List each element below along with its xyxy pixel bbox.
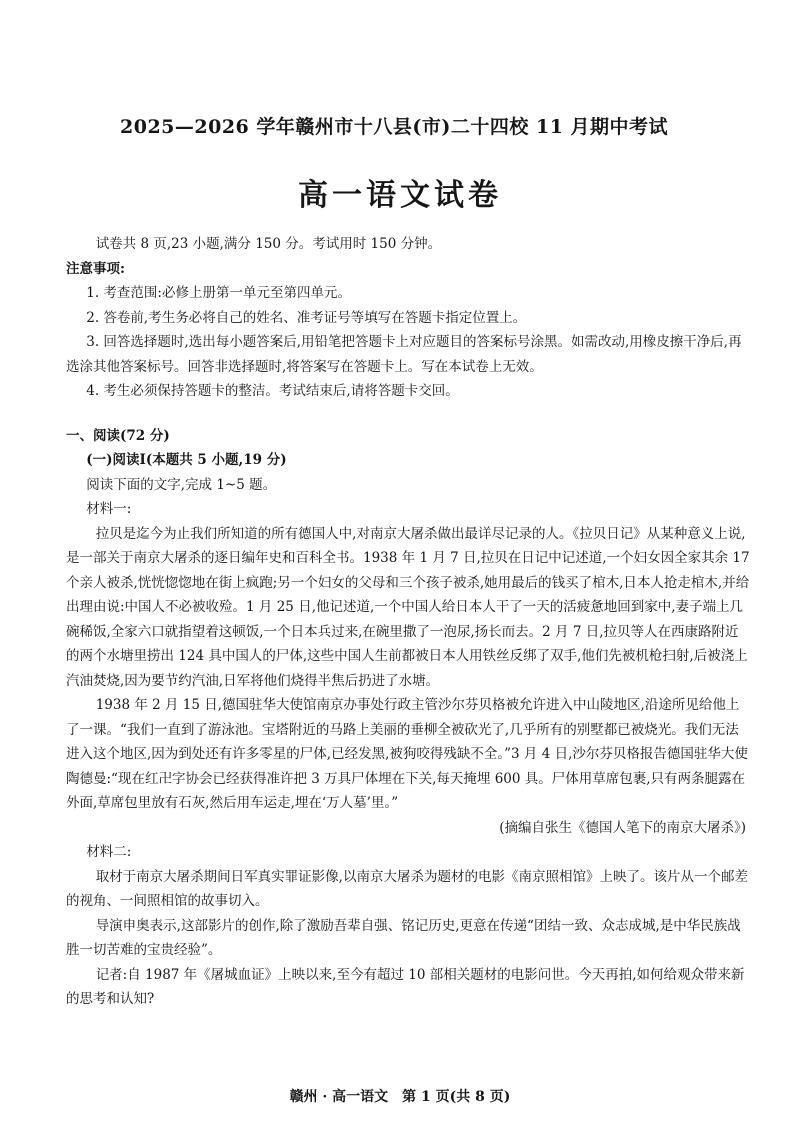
material-label: 材料一: [86, 501, 132, 517]
part-title: (一)阅读Ⅰ(本题共 5 小题,19 分) [86, 452, 287, 468]
notice-item: 4. 考生必须保持答题卡的整洁。考试结束后,请将答题卡交回。 [86, 383, 459, 399]
material-paragraph: 1938 年 2 月 15 日,德国驻华大使馆南京办事处行政主管沙尔芬贝格被允许进入中山陵地区,沿途所见给他上了一课。“我们一直到了游泳池。宝塔附近的马路上美丽的垂柳全被砍光了,几乎所有的别墅都已被烧光。我们无法进入这个地区,因为到处还有许多零星的尸体,已经发黑,被狗咬得残缺不全。”3 月 4 日,沙尔芬贝格报告德国驻华大使陶德曼:“现在红卍字协会已经获得准许把 3 万具尸体埋在下关,每天掩埋 600 具。尸体用草席包裹,只有两条腿露在外面,草席包里放有石灰,然后用车运走,埋在‘万人墓’里。” [66, 697, 748, 811]
section-heading: 一、阅读(72 分) [66, 427, 170, 444]
material-source: (摘编自张生《德国人笔下的南京大屠杀》) [499, 819, 746, 836]
notice-block [66, 257, 750, 404]
notice-item: 1. 考查范围:必修上册第一单元至第四单元。 [86, 285, 351, 301]
exam-intro: 试卷共 8 页,23 小题,满分 150 分。考试用时 150 分钟。 [95, 236, 442, 252]
reading-section [66, 424, 750, 1012]
material-paragraph: 取材于南京大屠杀期间日军真实罪证影像,以南京大屠杀为题材的电影《南京照相馆》上映了。该片从一个邮差的视角、一间照相馆的故事切入。 [66, 868, 748, 909]
reading-instruction: 阅读下面的文字,完成 1~5 题。 [86, 476, 277, 493]
material-label: 材料二: [86, 844, 132, 860]
exam-title: 2025—2026 学年赣州市十八县(市)二十四校 11 月期中考试 [120, 116, 669, 138]
page-footer: 赣州 · 高一语文 第 1 页(共 8 页) [289, 1089, 511, 1105]
material-paragraph: 导演申奥表示,这部影片的创作,除了激励吾辈自强、铭记历史,更意在传递“团结一致、众志成城,是中华民族战胜一切苦难的宝贵经验”。 [66, 917, 741, 958]
page-body [66, 232, 750, 1012]
notice-item: 3. 回答选择题时,选出每小题答案后,用铅笔把答题卡上对应题目的答案标号涂黑。如需改动,用橡皮擦干净后,再选涂其他答案标号。回答非选择题时,将答案写在答题卡上。写在本试卷上无效。 [66, 334, 742, 375]
material-paragraph: 记者:自 1987 年《屠城血证》上映以来,至今有超过 10 部相关题材的电影问世。今天再拍,如何给观众带来新的思考和认知? [66, 966, 745, 1007]
material-paragraph: 拉贝是迄今为止我们所知道的所有德国人中,对南京大屠杀做出最详尽记录的人。《拉贝日记》从某种意义上说,是一部关于南京大屠杀的逐日编年史和百科全书。1938 年 1 月 7 日,拉贝在日记中记述道,一个妇女因全家其余 17 个亲人被杀,恍恍惚惚地在街上疯跑;另一个妇女的父母和三个孩子被杀,她用最后的钱买了棺木,日本人抢走棺木,并给出理由说:中国人不必被收殓。1 月 25 日,他记述道,一个中国人给日本人干了一天的活疲惫地回到家中,妻子端上几碗稀饭,全家六口就指望着这顿饭,一个日本兵过来,在碗里撒了一泡尿,扬长而去。2 月 7 日,拉贝等人在西康路附近的两个水塘里捞出 124 具中国人的尸体,这些中国人生前都被日本人用铁丝反绑了双手,他们先被机枪扫射,后被浇上汽油焚烧,因为要节约汽油,日军将他们烧得半焦后扔进了水塘。 [66, 525, 750, 689]
notice-item: 2. 答卷前,考生务必将自己的姓名、准考证号等填写在答题卡指定位置上。 [86, 309, 527, 326]
notice-heading: 注意事项: [66, 260, 125, 277]
subject-title: 高一语文试卷 [298, 178, 502, 213]
